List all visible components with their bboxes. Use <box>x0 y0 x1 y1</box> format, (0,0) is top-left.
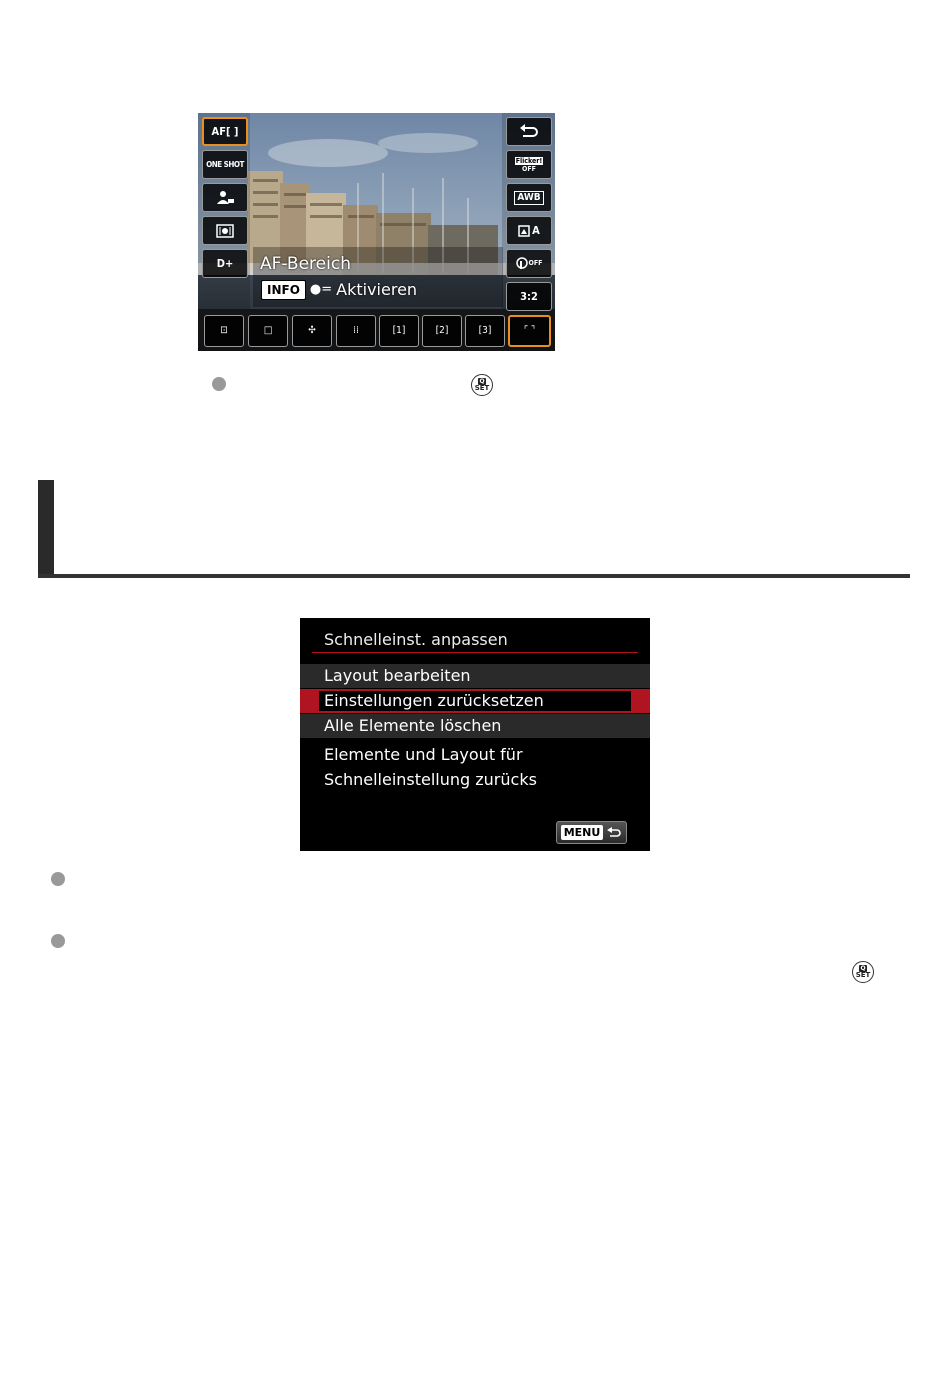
return-arrow-icon <box>518 124 540 140</box>
af-expand-around-option[interactable] <box>336 315 376 347</box>
menu-item-reset-settings[interactable] <box>300 689 650 713</box>
set-label: SET <box>474 384 490 392</box>
heading-underline <box>38 574 910 578</box>
menu-description-line-1: Elemente und Layout für <box>324 745 523 764</box>
aspect-ratio-label: 3:2 <box>520 290 538 303</box>
menu-item-label: Layout bearbeiten <box>324 666 471 685</box>
flicker-off-label: OFF <box>522 164 536 173</box>
drive-mode-icon <box>214 190 236 206</box>
af-point-option[interactable] <box>248 315 288 347</box>
set-button-icon <box>852 961 874 983</box>
section-heading <box>38 480 910 578</box>
af-spot-label: ⊡ <box>220 325 228 336</box>
touch-shutter-button[interactable] <box>506 249 552 278</box>
af-area-label: AF[ ] <box>211 125 239 138</box>
af-operation-button[interactable] <box>202 150 248 179</box>
menu-item-label: Alle Elemente löschen <box>324 716 502 735</box>
bullet-icon <box>212 377 226 391</box>
picture-style-button[interactable] <box>506 216 552 245</box>
af-zone-2-option[interactable] <box>422 315 462 347</box>
af-area-button[interactable] <box>202 117 248 146</box>
menu-title-divider <box>312 652 638 653</box>
bullet-icon <box>51 872 65 886</box>
af-zone-1-label: [1] <box>392 325 406 336</box>
info-badge[interactable]: INFO <box>261 280 306 300</box>
picture-style-icon <box>518 225 530 237</box>
picture-style-label: A <box>532 224 540 237</box>
af-zone-1-option[interactable] <box>379 315 419 347</box>
touch-shutter-label: OFF <box>528 259 543 267</box>
menu-description <box>324 742 634 792</box>
toggle-icon: ●= <box>309 282 333 297</box>
activate-label: Aktivieren <box>336 280 418 299</box>
af-expand-around-label: ⁞⁞ <box>353 325 359 336</box>
set-button-icon <box>471 374 493 396</box>
menu-item-label: Einstellungen zurücksetzen <box>319 691 631 711</box>
af-point-label: □ <box>263 325 273 336</box>
touch-icon <box>516 257 528 271</box>
af-expand-cross-option[interactable] <box>292 315 332 347</box>
menu-description-line-2: Schnelleinstellung zurücks <box>324 770 537 789</box>
af-whole-area-option[interactable] <box>508 315 551 347</box>
menu-title: Schnelleinst. anpassen <box>324 630 508 649</box>
af-zone-3-option[interactable] <box>465 315 505 347</box>
af-zone-3-label: [3] <box>478 325 492 336</box>
white-balance-label: AWB <box>514 191 543 205</box>
af-operation-label: ONE SHOT <box>206 159 244 169</box>
menu-item-clear-all[interactable] <box>300 714 650 738</box>
menu-label: MENU <box>561 825 604 840</box>
highlight-tone-button[interactable] <box>202 249 248 278</box>
quick-control-customize-menu-screenshot <box>300 618 650 851</box>
drive-mode-button[interactable] <box>202 183 248 212</box>
menu-back-button[interactable] <box>556 821 627 844</box>
set-label: SET <box>855 971 871 979</box>
menu-item-edit-layout[interactable] <box>300 664 650 688</box>
metering-icon <box>215 223 235 239</box>
aspect-ratio-button[interactable] <box>506 282 552 311</box>
anti-flicker-button[interactable] <box>506 150 552 179</box>
af-zone-2-label: [2] <box>435 325 449 336</box>
af-area-title: AF-Bereich <box>260 254 351 274</box>
white-balance-button[interactable] <box>506 183 552 212</box>
info-activate-row <box>261 279 417 300</box>
bullet-icon <box>51 934 65 948</box>
af-expand-cross-label: ✣ <box>308 325 316 336</box>
quick-q-label: Q <box>860 965 866 972</box>
af-whole-area-label: ⌜ ⌝ <box>523 325 536 336</box>
back-button[interactable] <box>506 117 552 146</box>
quick-q-label: Q <box>479 378 485 385</box>
heading-accent-bar <box>38 480 54 578</box>
camera-liveview-screenshot <box>198 113 555 351</box>
highlight-tone-label: D+ <box>216 257 234 270</box>
af-spot-option[interactable] <box>204 315 244 347</box>
metering-mode-button[interactable] <box>202 216 248 245</box>
flicker-label: Flicker! <box>515 156 543 165</box>
return-arrow-icon <box>606 827 622 839</box>
